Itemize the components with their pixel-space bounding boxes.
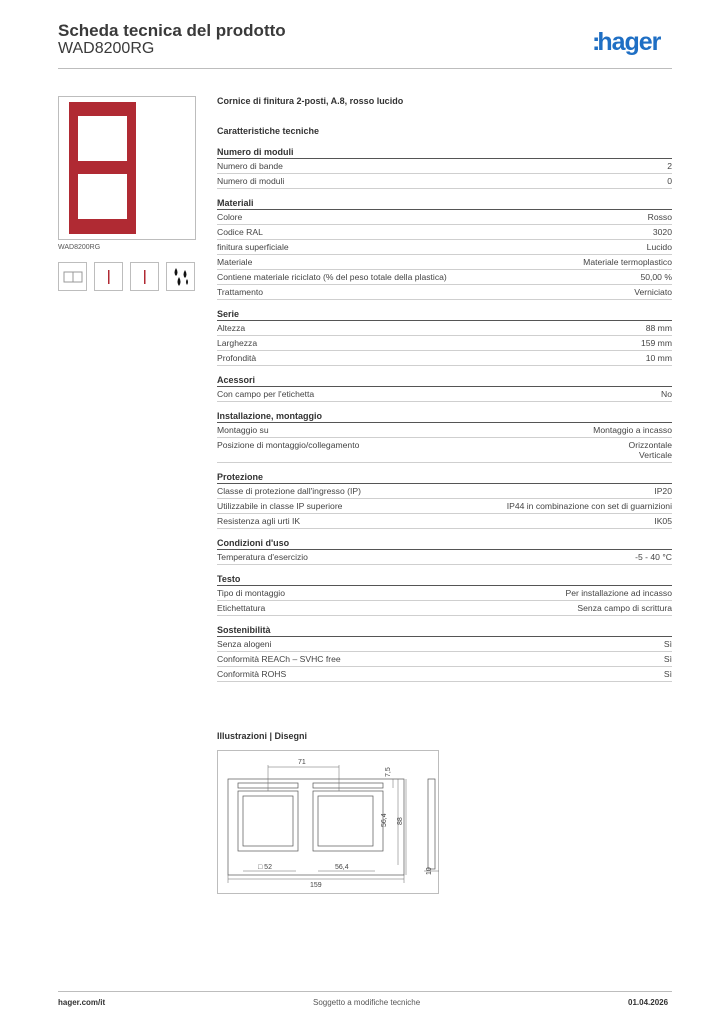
dim-width: 159 [310,882,322,889]
section-title: Numero di moduli [217,146,672,159]
water-drops-icon[interactable] [166,262,195,291]
spec-value-line: 50,00 % [640,272,672,282]
spec-value [565,588,672,600]
spec-row [217,240,672,255]
section-title: Protezione [217,471,672,484]
spec-label: Contiene materiale riciclato (% del peso totale della plastica) [217,272,447,282]
dim-inner-height: 56,4 [381,813,388,827]
spec-section [217,308,672,366]
spec-value-line: 2 [667,161,672,171]
product-code-heading: WAD8200RG [58,40,155,57]
spec-value [646,353,672,365]
spec-value-line: Verticale [639,450,672,460]
spec-row [217,499,672,514]
header-divider [58,68,672,69]
spec-label: Utilizzabile in classe IP superiore [217,501,343,511]
spec-value [583,257,672,269]
dim-inner-width: 56,4 [335,864,349,871]
spec-label: Codice RAL [217,227,263,237]
spec-row [217,387,672,402]
spec-value [647,242,672,254]
spec-label: Posizione di montaggio/collegamento [217,440,360,450]
spec-row [217,159,672,174]
spec-value-line: Lucido [646,242,672,252]
spec-value-line: IP20 [654,486,672,496]
spec-section [217,197,672,300]
dim-top-offset: 7,5 [385,767,392,777]
spec-value-line: IP44 in combinazione con set di guarnizioni [506,501,672,511]
hager-logo: :hager [592,28,661,56]
spec-row [217,351,672,366]
spec-value-line: -5 - 40 °C [635,552,672,562]
section-title: Acessori [217,374,672,387]
page-title: Scheda tecnica del prodotto [58,21,286,40]
spec-label: Temperatura d'esercizio [217,552,308,562]
spec-label: Numero di moduli [217,176,285,186]
spec-label: Conformità REACh – SVHC free [217,654,341,664]
spec-section [217,410,672,463]
spec-value-line: Materiale termoplastico [583,257,672,267]
spec-row [217,321,672,336]
spec-label: Profondità [217,353,257,363]
spec-value-line: 0 [667,176,672,186]
spec-value [661,389,672,401]
spec-label: Numero di bande [217,161,283,171]
spec-value-line: 3020 [652,227,672,237]
spec-row [217,667,672,682]
product-image-caption: WAD8200RG [58,244,101,251]
section-title: Testo [217,573,672,586]
spec-value [653,227,672,239]
spec-row [217,174,672,189]
product-image [58,96,196,240]
section-title: Materiali [217,197,672,210]
section-title: Sostenibilità [217,624,672,637]
red-line-icon[interactable] [130,262,159,291]
spec-value [654,516,672,528]
spec-row [217,255,672,270]
spec-value [667,176,672,188]
section-title: Serie [217,308,672,321]
spec-value [654,486,672,498]
dim-pitch: 71 [298,759,306,766]
spec-row [217,285,672,300]
spec-value [667,161,672,173]
dim-depth: 10 [426,867,433,875]
spec-label: Conformità ROHS [217,669,287,679]
footer-divider [58,991,672,992]
spec-label: Colore [217,212,243,222]
spec-label: Resistenza agli urti IK [217,516,301,526]
spec-value [646,323,672,335]
spec-label: Etichettatura [217,603,266,613]
spec-value-line: 10 mm [645,353,672,363]
spec-value [640,272,672,284]
spec-value-line: Rosso [647,212,672,222]
spec-label: finitura superficiale [217,242,289,252]
spec-value [635,552,672,564]
illustrations-title: Illustrazioni | Disegni [217,731,308,741]
spec-row [217,225,672,240]
spec-value-line: Senza campo di scrittura [577,603,672,613]
spec-row [217,438,672,463]
spec-value-line: IK05 [654,516,672,526]
spec-section [217,573,672,616]
spec-row [217,637,672,652]
spec-row [217,514,672,529]
spec-row [217,652,672,667]
spec-row [217,550,672,565]
spec-value [641,338,672,350]
spec-section [217,146,672,189]
tech-heading: Caratteristiche tecniche [217,126,320,136]
spec-row [217,423,672,438]
spec-value-line: Sì [663,639,672,649]
spec-value [648,212,672,224]
spec-value [664,654,672,666]
frame-outline-icon[interactable] [58,262,87,291]
spec-row [217,336,672,351]
spec-content [217,96,672,682]
spec-row [217,484,672,499]
technical-drawing [217,750,439,894]
dim-height: 88 [397,817,404,825]
spec-value-line: 88 mm [645,323,672,333]
spec-value [634,287,672,299]
spec-label: Materiale [217,257,253,267]
spec-value-line: Montaggio a incasso [593,425,672,435]
spec-value-line: Orizzontale [628,440,672,450]
footer-note: Soggetto a modifiche tecniche [313,998,421,1007]
spec-label: Altezza [217,323,246,333]
spec-section [217,374,672,402]
spec-value [593,425,672,437]
spec-value-line: Per installazione ad incasso [565,588,672,598]
spec-value [507,501,672,513]
spec-row [217,586,672,601]
spec-label: Senza alogeni [217,639,272,649]
spec-section [217,537,672,565]
dim-opening: □ 52 [258,864,272,871]
spec-sections [217,146,672,682]
section-title: Condizioni d'uso [217,537,672,550]
spec-label: Trattamento [217,287,264,297]
red-line-icon[interactable] [94,262,123,291]
footer-website-link[interactable]: hager.com/it [58,998,106,1007]
spec-label: Tipo di montaggio [217,588,285,598]
spec-value-line: Sì [663,669,672,679]
spec-value-line: Verniciato [634,287,672,297]
spec-row [217,601,672,616]
spec-value [664,639,672,651]
spec-value [629,440,672,460]
thumbnail-strip [58,262,195,291]
spec-section [217,624,672,682]
spec-row [217,210,672,225]
spec-value [664,669,672,681]
spec-value-line: 159 mm [640,338,672,348]
product-description: Cornice di finitura 2-posti, A.8, rosso lucido [217,96,404,106]
footer-date: 01.04.2026 [628,998,669,1007]
spec-label: Montaggio su [217,425,269,435]
spec-label: Larghezza [217,338,258,348]
spec-value [577,603,672,615]
spec-value-line: No [661,389,672,399]
spec-value-line: Sì [663,654,672,664]
section-title: Installazione, montaggio [217,410,672,423]
spec-row [217,270,672,285]
spec-label: Classe di protezione dall'ingresso (IP) [217,486,361,496]
spec-section [217,471,672,529]
spec-label: Con campo per l'etichetta [217,389,315,399]
